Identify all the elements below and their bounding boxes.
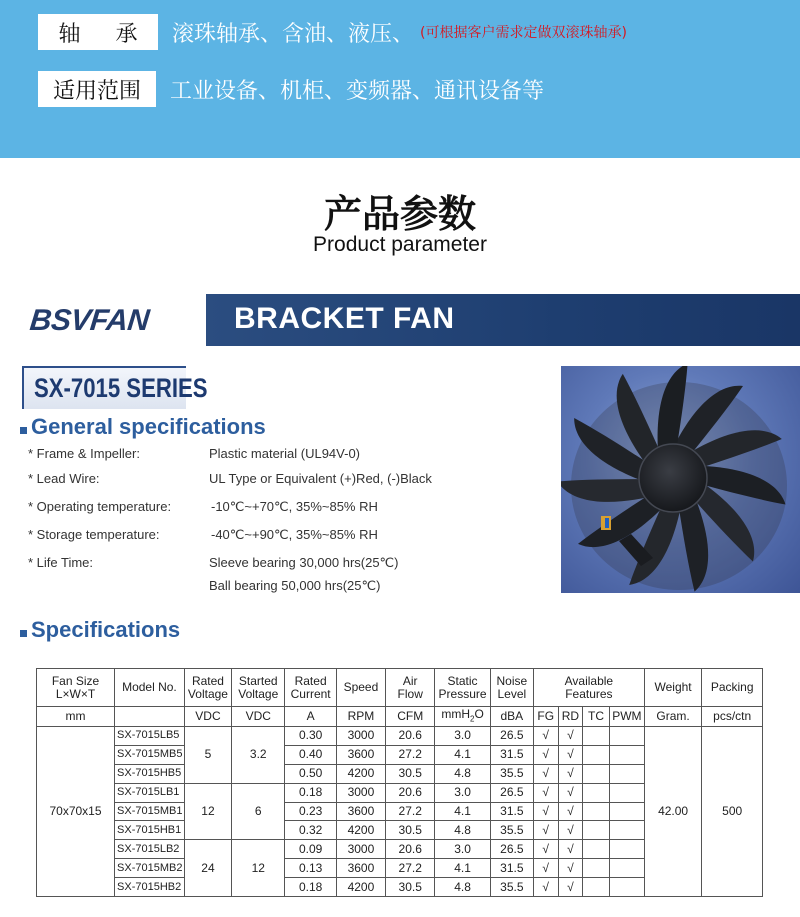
cell-rd: √	[558, 878, 583, 897]
header-static-pressure: Static Pressure	[435, 669, 490, 707]
cell-pressure: 4.1	[435, 859, 490, 878]
unit-pressure: mmH$_2$O	[435, 707, 490, 727]
cell-rated-voltage: 24	[184, 840, 231, 897]
spec-table	[36, 668, 763, 897]
cell-rd: √	[558, 764, 583, 783]
series-tag	[22, 366, 208, 409]
cell-current: 0.30	[285, 727, 336, 746]
cell-speed: 3600	[336, 859, 385, 878]
table-row	[37, 727, 763, 746]
cell-rd: √	[558, 859, 583, 878]
cell-speed: 3600	[336, 802, 385, 821]
spec-value-lead-wire: UL Type or Equivalent (+)Red, (-)Black	[209, 471, 432, 486]
cell-pwm	[609, 821, 644, 840]
specifications-title-text: Specifications	[31, 617, 181, 642]
cell-rd: √	[558, 821, 583, 840]
spec-value-storage-temp: -40℃~+90℃, 35%~85% RH	[211, 527, 378, 542]
bullet-square-icon	[20, 427, 27, 434]
unit-packing: pcs/ctn	[702, 707, 763, 727]
spec-value-life-ball: Ball bearing 50,000 hrs(25℃)	[209, 578, 381, 593]
cell-pressure: 4.8	[435, 878, 490, 897]
cell-pressure: 3.0	[435, 783, 490, 802]
cell-tc	[583, 727, 610, 746]
cell-current: 0.09	[285, 840, 336, 859]
cell-model: SX-7015LB1	[115, 783, 185, 802]
cell-model: SX-7015MB5	[115, 745, 185, 764]
cell-speed: 4200	[336, 764, 385, 783]
cell-flow: 30.5	[386, 821, 435, 840]
unit-fg: FG	[533, 707, 558, 727]
cell-pwm	[609, 859, 644, 878]
cell-model: SX-7015LB5	[115, 727, 185, 746]
cell-current: 0.32	[285, 821, 336, 840]
unit-air-flow: CFM	[386, 707, 435, 727]
cell-flow: 20.6	[386, 840, 435, 859]
cell-flow: 20.6	[386, 783, 435, 802]
cell-fg: √	[533, 859, 558, 878]
brand-bar-title: BRACKET FAN	[234, 302, 455, 335]
cell-pwm	[609, 783, 644, 802]
top-banner	[0, 0, 800, 158]
unit-speed: RPM	[336, 707, 385, 727]
unit-noise: dBA	[490, 707, 533, 727]
cell-current: 0.13	[285, 859, 336, 878]
cell-packing: 500	[702, 727, 763, 897]
header-speed: Speed	[336, 669, 385, 707]
spec-value-frame: Plastic material (UL94V-0)	[209, 446, 360, 461]
cell-fg: √	[533, 840, 558, 859]
fan-blade-icon	[561, 366, 800, 593]
header-features: Available Features	[533, 669, 644, 707]
cell-noise: 31.5	[490, 859, 533, 878]
cell-tc	[583, 821, 610, 840]
cell-current: 0.40	[285, 745, 336, 764]
cell-rd: √	[558, 745, 583, 764]
cell-speed: 3000	[336, 783, 385, 802]
unit-size: mm	[37, 707, 115, 727]
series-tag-text: SX-7015 SERIES	[34, 373, 208, 403]
cell-pressure: 3.0	[435, 840, 490, 859]
cell-tc	[583, 802, 610, 821]
cell-pressure: 4.1	[435, 802, 490, 821]
cell-model: SX-7015LB2	[115, 840, 185, 859]
cell-tc	[583, 783, 610, 802]
brand-logo: BSVFAN	[28, 304, 151, 337]
application-row	[38, 71, 544, 107]
cell-current: 0.18	[285, 783, 336, 802]
cell-rd: √	[558, 802, 583, 821]
cell-noise: 26.5	[490, 727, 533, 746]
cell-pwm	[609, 745, 644, 764]
spec-label-frame: * Frame & Impeller:	[28, 446, 140, 461]
unit-rated-voltage: VDC	[184, 707, 231, 727]
cell-current: 0.23	[285, 802, 336, 821]
header-rated-current: Rated Current	[285, 669, 336, 707]
cell-noise: 35.5	[490, 764, 533, 783]
cell-speed: 4200	[336, 821, 385, 840]
cell-model: SX-7015HB1	[115, 821, 185, 840]
cell-flow: 30.5	[386, 764, 435, 783]
cell-current: 0.50	[285, 764, 336, 783]
cell-rd: √	[558, 783, 583, 802]
fan-photo	[561, 366, 800, 593]
table-header-row	[37, 669, 763, 707]
cell-model: SX-7015HB5	[115, 764, 185, 783]
header-started-voltage: Started Voltage	[232, 669, 285, 707]
cell-noise: 35.5	[490, 821, 533, 840]
application-value: 工业设备、机柜、变频器、通讯设备等	[170, 78, 545, 104]
spec-label-lead-wire: * Lead Wire:	[28, 471, 100, 486]
cell-flow: 27.2	[386, 859, 435, 878]
cell-speed: 3000	[336, 840, 385, 859]
unit-pwm: PWM	[609, 707, 644, 727]
cell-fg: √	[533, 764, 558, 783]
table-units-row	[37, 707, 763, 727]
cell-pressure: 4.8	[435, 821, 490, 840]
cell-noise: 31.5	[490, 802, 533, 821]
cell-fg: √	[533, 783, 558, 802]
spec-value-operating-temp: -10℃~+70℃, 35%~85% RH	[211, 499, 378, 514]
header-rated-voltage: Rated Voltage	[184, 669, 231, 707]
cell-speed: 3000	[336, 727, 385, 746]
header-fan-size: Fan Size L×W×T	[37, 669, 115, 707]
header-packing: Packing	[702, 669, 763, 707]
cell-tc	[583, 859, 610, 878]
bullet-square-icon	[20, 630, 27, 637]
cell-model: SX-7015HB2	[115, 878, 185, 897]
unit-current: A	[285, 707, 336, 727]
cell-tc	[583, 745, 610, 764]
cell-pressure: 4.1	[435, 745, 490, 764]
application-label: 适用范围	[38, 71, 156, 107]
cell-started-voltage: 12	[232, 840, 285, 897]
cell-tc	[583, 840, 610, 859]
brand-bar	[206, 294, 800, 346]
header-noise: Noise Level	[490, 669, 533, 707]
bearing-note: (可根据客户需求定做双滚珠轴承)	[420, 25, 627, 41]
cell-started-voltage: 3.2	[232, 727, 285, 784]
cell-noise: 31.5	[490, 745, 533, 764]
cell-pressure: 4.8	[435, 764, 490, 783]
cell-speed: 4200	[336, 878, 385, 897]
unit-tc: TC	[583, 707, 610, 727]
cell-noise: 26.5	[490, 840, 533, 859]
spec-label-storage-temp: * Storage temperature:	[28, 527, 160, 542]
header-weight: Weight	[644, 669, 702, 707]
spec-value-life-sleeve: Sleeve bearing 30,000 hrs(25℃)	[209, 555, 399, 570]
cell-fg: √	[533, 745, 558, 764]
cell-pwm	[609, 878, 644, 897]
spec-label-operating-temp: * Operating temperature:	[28, 499, 172, 514]
cell-tc	[583, 764, 610, 783]
general-specs-title	[20, 414, 266, 440]
cell-noise: 35.5	[490, 878, 533, 897]
cell-model: SX-7015MB1	[115, 802, 185, 821]
cell-rd: √	[558, 727, 583, 746]
cell-rd: √	[558, 840, 583, 859]
unit-started-voltage: VDC	[232, 707, 285, 727]
cell-started-voltage: 6	[232, 783, 285, 840]
specifications-title	[20, 617, 180, 643]
cell-weight: 42.00	[644, 727, 702, 897]
cell-fg: √	[533, 727, 558, 746]
cell-fg: √	[533, 821, 558, 840]
cell-flow: 27.2	[386, 745, 435, 764]
cell-pwm	[609, 727, 644, 746]
unit-rd: RD	[558, 707, 583, 727]
cell-rated-voltage: 12	[184, 783, 231, 840]
bearing-row	[38, 14, 627, 50]
bearing-label: 轴 承	[38, 14, 158, 50]
cell-pwm	[609, 840, 644, 859]
bearing-value: 滚珠轴承、含油、液压、	[172, 21, 415, 47]
cell-fg: √	[533, 802, 558, 821]
cell-flow: 27.2	[386, 802, 435, 821]
unit-weight: Gram.	[644, 707, 702, 727]
cell-fg: √	[533, 878, 558, 897]
cell-noise: 26.5	[490, 783, 533, 802]
cell-flow: 30.5	[386, 878, 435, 897]
unit-model	[115, 707, 185, 727]
spec-label-life-time: * Life Time:	[28, 555, 94, 570]
header-model: Model No.	[115, 669, 185, 707]
cell-pwm	[609, 764, 644, 783]
cell-pressure: 3.0	[435, 727, 490, 746]
cell-flow: 20.6	[386, 727, 435, 746]
cell-rated-voltage: 5	[184, 727, 231, 784]
cell-current: 0.18	[285, 878, 336, 897]
cell-fan-size: 70x70x15	[37, 727, 115, 897]
header-air-flow: Air Flow	[386, 669, 435, 707]
product-parameter-heading-en: Product parameter	[313, 233, 487, 256]
cell-tc	[583, 878, 610, 897]
cell-speed: 3600	[336, 745, 385, 764]
cell-pwm	[609, 802, 644, 821]
product-parameter-heading-cn: 产品参数	[323, 192, 476, 236]
cell-model: SX-7015MB2	[115, 859, 185, 878]
general-specs-title-text: General specifications	[31, 414, 266, 439]
